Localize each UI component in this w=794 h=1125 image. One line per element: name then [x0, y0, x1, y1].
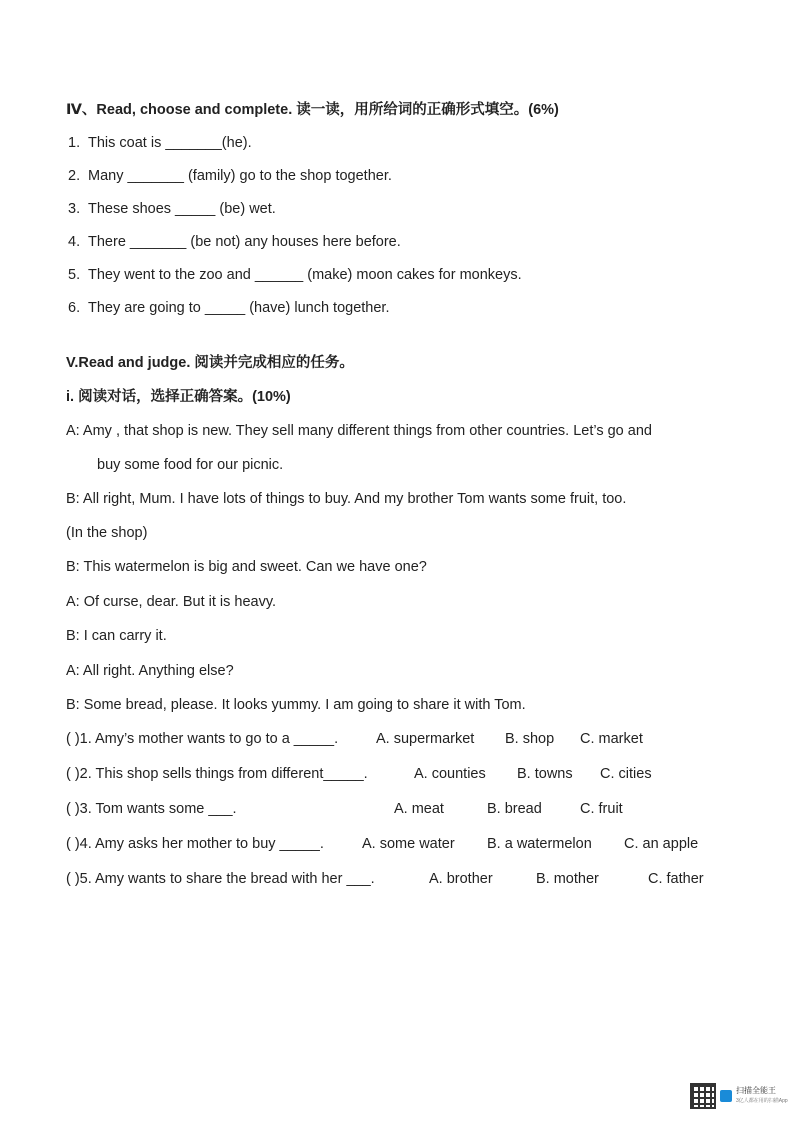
dialogue-line: A: All right. Anything else? — [66, 663, 234, 679]
question-stem: ( )5. Amy wants to share the bread with her ___. — [66, 871, 375, 887]
dialogue-line: (In the shop) — [66, 525, 148, 541]
item-number: 5. — [68, 267, 81, 283]
option-b: B. a watermelon — [487, 836, 592, 852]
option-b: B. bread — [487, 801, 542, 817]
section5-title: V.Read and judge. 阅读并完成相应的任务。 — [66, 355, 354, 371]
option-b: B. towns — [517, 766, 573, 782]
exercise-item — [68, 166, 392, 186]
watermark-text — [736, 1086, 788, 1106]
exercise-item — [68, 298, 389, 318]
question-stem: ( )4. Amy asks her mother to buy _____. — [66, 836, 324, 852]
option-c: C. fruit — [580, 801, 623, 817]
option-a: A. counties — [414, 766, 486, 782]
option-a: A. some water — [362, 836, 455, 852]
option-c: C. market — [580, 731, 643, 747]
section5-subtitle: i. 阅读对话，选择正确答案。(10%) — [66, 389, 291, 405]
question-stem: ( )2. This shop sells things from different_____. — [66, 766, 368, 782]
item-number: 2. — [68, 168, 81, 184]
question-stem: ( )1. Amy’s mother wants to go to a _____. — [66, 731, 339, 747]
exercise-item — [68, 232, 401, 252]
exercise-item — [68, 265, 522, 285]
scanner-watermark — [690, 1080, 790, 1112]
item-number: 3. — [68, 201, 81, 217]
watermark-label: 扫描全能王 — [736, 1086, 776, 1095]
dialogue-line: A: Of curse, dear. But it is heavy. — [66, 594, 277, 610]
option-a: A. brother — [429, 871, 493, 887]
dialogue-line: B: Some bread, please. It looks yummy. I am going to share it with Tom. — [66, 697, 526, 713]
exercise-item — [68, 133, 252, 153]
dialogue-line: B: All right, Mum. I have lots of things to buy. And my brother Tom wants some fruit, too. — [66, 491, 627, 507]
exercise-item — [68, 199, 276, 219]
item-number: 1. — [68, 135, 81, 151]
item-text: They went to the zoo and ______ (make) moon cakes for monkeys. — [88, 267, 522, 283]
qr-code-icon — [690, 1083, 716, 1109]
watermark-sub: 3亿人都在用的扫描App — [736, 1098, 788, 1104]
dialogue-line: B: This watermelon is big and sweet. Can we have one? — [66, 559, 427, 575]
option-c: C. father — [648, 871, 704, 887]
item-text: They are going to _____ (have) lunch together. — [88, 300, 390, 316]
dialogue-line: A: Amy , that shop is new. They sell many different things from other countries. Let’s go and — [66, 423, 652, 439]
section4-title: Ⅳ、Read, choose and complete. 读一读，用所给词的正确形式填空。(6%) — [66, 102, 559, 118]
dialogue-line: B: I can carry it. — [66, 628, 167, 644]
item-text: There _______ (be not) any houses here before. — [88, 234, 401, 250]
item-text: These shoes _____ (be) wet. — [88, 201, 276, 217]
item-number: 6. — [68, 300, 81, 316]
option-c: C. cities — [600, 766, 652, 782]
option-a: A. meat — [394, 801, 444, 817]
option-c: C. an apple — [624, 836, 699, 852]
question-stem: ( )3. Tom wants some ___. — [66, 801, 237, 817]
item-text: This coat is _______(he). — [88, 135, 252, 151]
option-a: A. supermarket — [376, 731, 475, 747]
item-number: 4. — [68, 234, 81, 250]
option-b: B. shop — [505, 731, 555, 747]
scanner-logo-icon — [720, 1090, 732, 1102]
item-text: Many _______ (family) go to the shop together. — [88, 168, 392, 184]
dialogue-line: buy some food for our picnic. — [97, 457, 284, 473]
option-b: B. mother — [536, 871, 599, 887]
